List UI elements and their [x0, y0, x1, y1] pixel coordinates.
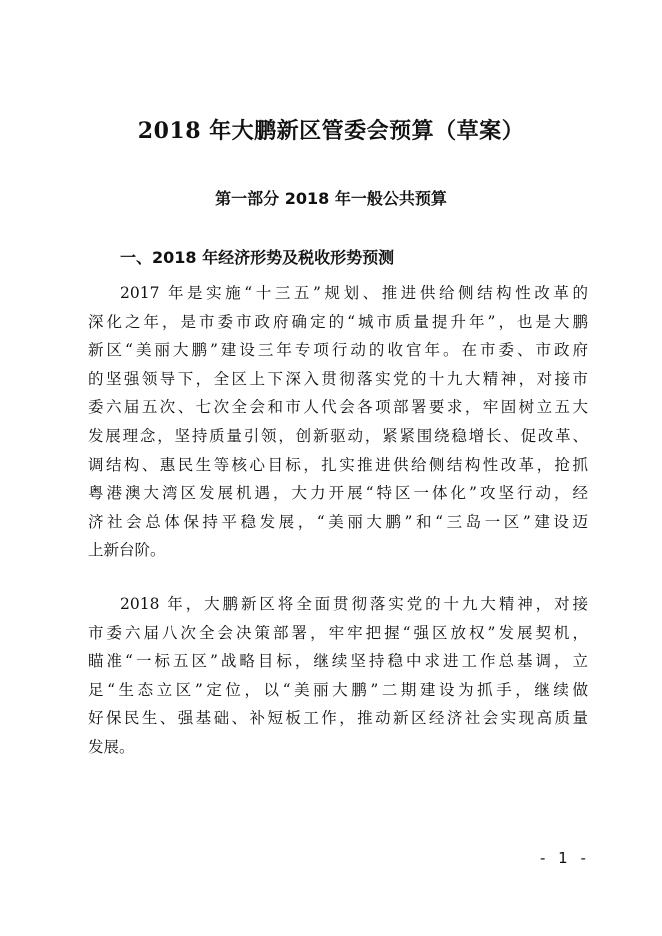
- text-line: 上新台阶。: [88, 541, 166, 560]
- text-line: 粤港澳大湾区发展机遇，大力开展“特区一体化”攻坚行动，经: [88, 484, 588, 503]
- text-line: 好保民生、强基础、补短板工作，推动新区经济社会实现高质量: [88, 709, 588, 728]
- part-title: 第一部分 2018 年一般公共预算: [215, 189, 447, 208]
- section-heading: 一、2018 年经济形势及税收形势预测: [120, 248, 395, 267]
- text-line: 2018 年，大鹏新区将全面贯彻落实党的十九大精神，对接: [120, 595, 588, 613]
- text-line: 瞄准“一标五区”战略目标，继续坚持稳中求进工作总基调，立: [88, 652, 588, 671]
- text-line: 的坚强领导下，全区上下深入贯彻落实党的十九大精神，对接市: [88, 369, 588, 388]
- text-line: 济社会总体保持平稳发展，“美丽大鹏”和“三岛一区”建设迈: [88, 512, 588, 531]
- text-line: 新区“美丽大鹏”建设三年专项行动的收官年。在市委、市政府: [88, 341, 588, 360]
- text-line: 发展理念，坚持质量引领，创新驱动，紧紧围绕稳增长、促改革、: [88, 426, 588, 445]
- text-line: 委六届五次、七次全会和市人代会各项部署要求，牢固树立五大: [88, 398, 588, 417]
- paragraph-2018-outlook: [88, 590, 588, 762]
- document-title: 2018 年大鹏新区管委会预算（草案）: [137, 118, 525, 144]
- text-line: 足“生态立区”定位，以“美丽大鹏”二期建设为抓手，继续做: [88, 680, 588, 699]
- page-number: - 1 -: [540, 849, 590, 867]
- text-line: 深化之年，是市委市政府确定的“城市质量提升年”，也是大鹏: [88, 312, 588, 331]
- paragraph-2017-review: [88, 279, 588, 565]
- text-line: 2017 年是实施“十三五”规划、推进供给侧结构性改革的: [120, 284, 588, 302]
- text-line: 市委六届八次全会决策部署，牢牢把握“强区放权”发展契机，: [88, 623, 588, 642]
- text-line: 调结构、惠民生等核心目标，扎实推进供给侧结构性改革，抢抓: [88, 455, 588, 474]
- text-line: 发展。: [88, 737, 135, 756]
